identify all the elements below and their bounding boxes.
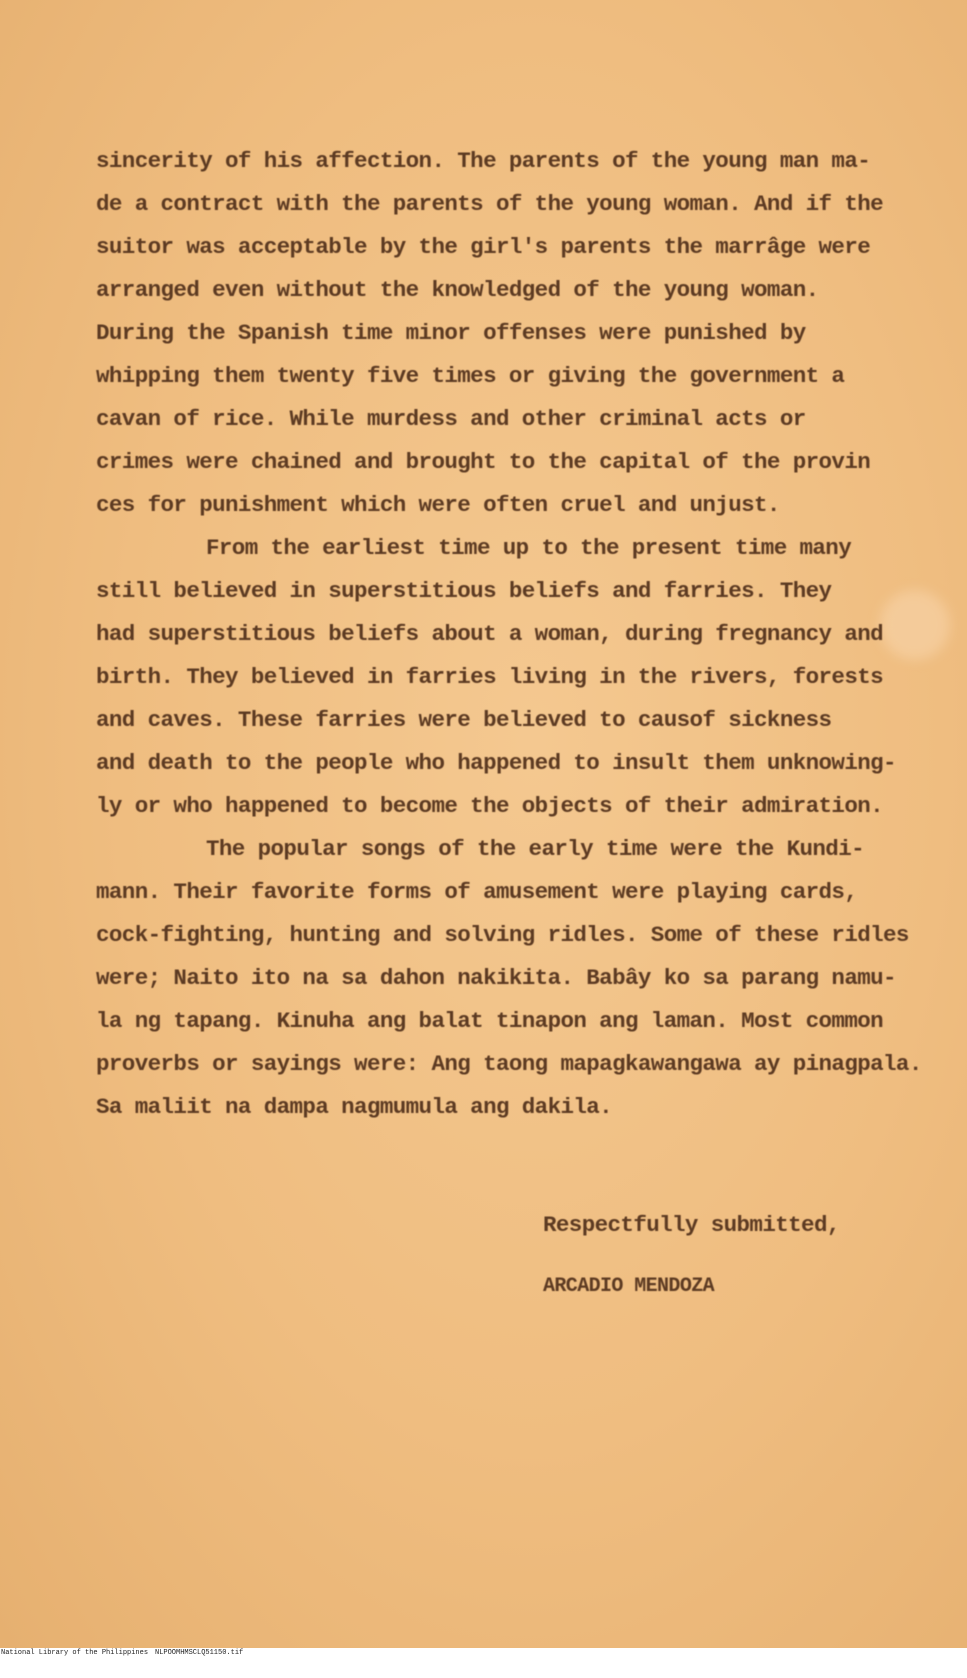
text-line: la ng tapang. Kinuha ang balat tinapon ang laman. Most common — [96, 1008, 884, 1034]
text-line: cavan of rice. While murdess and other criminal acts or — [96, 406, 806, 432]
paragraph — [96, 140, 936, 527]
text-line: sincerity of his affection. The parents of the young man ma- — [96, 148, 871, 174]
text-line: proverbs or sayings were: Ang taong mapagkawangawa ay pinagpala. — [96, 1051, 922, 1077]
text-line: had superstitious beliefs about a woman, during fregnancy and — [96, 621, 884, 647]
text-line: From the earliest time up to the present time many — [206, 535, 852, 561]
text-line: The popular songs of the early time were the Kundi- — [206, 836, 865, 862]
paragraph — [96, 527, 936, 828]
text-line: and death to the people who happened to insult them unknowing- — [96, 750, 896, 776]
text-line: suitor was acceptable by the girl's parents the marrâge were — [96, 234, 871, 260]
library-caption: National Library of the Philippines — [1, 1649, 149, 1657]
text-line: de a contract with the parents of the young woman. And if the — [96, 191, 884, 217]
document-body — [96, 140, 936, 1129]
file-id-caption: NLPOOMHMSCLQ51150.tif — [155, 1649, 244, 1657]
text-line: birth. They believed in farries living in the rivers, forests — [96, 664, 884, 690]
scan-caption — [0, 1648, 967, 1658]
text-line: Sa maliit na dampa nagmumula ang dakila. — [96, 1094, 613, 1120]
text-line: During the Spanish time minor offenses were punished by — [96, 320, 806, 346]
text-line: cock-fighting, hunting and solving ridles. Some of these ridles — [96, 922, 909, 948]
text-line: arranged even without the knowledged of the young woman. — [96, 277, 819, 303]
text-line: and caves. These farries were believed to causof sickness — [96, 707, 832, 733]
text-line: whipping them twenty five times or giving the government a — [96, 363, 845, 389]
signature-name: ARCADIO MENDOZA — [543, 1275, 715, 1298]
paragraph — [96, 828, 936, 1129]
text-line: still believed in superstitious beliefs and farries. They — [96, 578, 832, 604]
closing-salutation: Respectfully submitted, — [543, 1212, 840, 1238]
text-line: crimes were chained and brought to the capital of the provin — [96, 449, 871, 475]
text-line: ly or who happened to become the objects of their admiration. — [96, 793, 884, 819]
text-line: ces for punishment which were often cruel and unjust. — [96, 492, 780, 518]
text-line: mann. Their favorite forms of amusement were playing cards, — [96, 879, 858, 905]
text-line: were; Naito ito na sa dahon nakikita. Babây ko sa parang namu- — [96, 965, 896, 991]
